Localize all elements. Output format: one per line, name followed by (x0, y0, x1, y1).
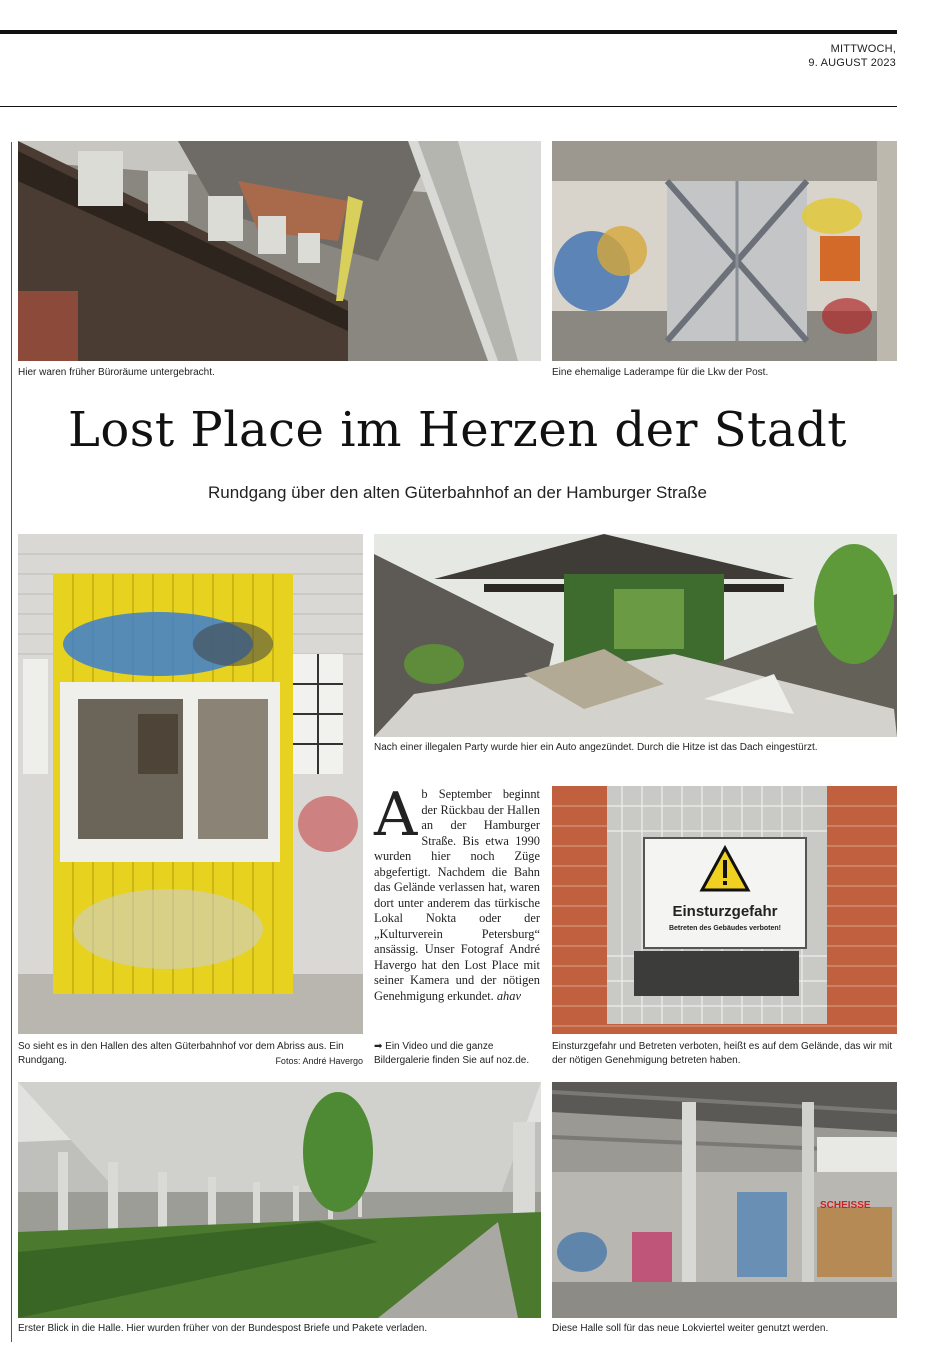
photo-loading-dock (552, 141, 897, 361)
article-body (374, 780, 540, 1004)
left-column-rule (11, 142, 12, 1342)
issue-date (808, 42, 896, 70)
caption-photo5: Einsturzgefahr und Betreten verboten, heißt es auf dem Gelände, das wir mit der nötigen Genehmigung betreten haben. (552, 1041, 893, 1066)
author-tag: ahav (496, 988, 521, 1003)
drop-cap: A (374, 780, 418, 850)
photo-collapsed-roof (374, 534, 897, 737)
article-body-text: b September beginnt der Rückbau der Hallen an der Hamburger Straße. Bis etwa 1990 wurden hier noch Züge abgefertigt. Nachdem die Bahn das Gelände verlassen hat, waren dort unter anderem das türkische Lokal Nokta oder der „Kulturverein Petersburg“ ansässig. Unser Fotograf André Havergo hat den Lost Place mit seiner Kamera und der nötigen Genehmigung erkundet. (374, 787, 540, 1003)
caption-photo2: Eine ehemalige Laderampe für die Lkw der Post. (552, 367, 769, 378)
caption-photo3 (18, 1040, 363, 1068)
article-subtitle: Rundgang über den alten Güterbahnhof an der Hamburger Straße (208, 483, 707, 502)
top-rule (0, 30, 897, 34)
photo-office-gallery (18, 141, 541, 361)
photo-credit: Fotos: André Havergo (275, 1056, 363, 1066)
header-rule (0, 106, 897, 107)
neighbour-column-fragments (0, 150, 10, 1340)
sign-subtitle: Betreten des Gebäudes verboten! (668, 925, 782, 932)
caption-photo4: Nach einer illegalen Party wurde hier ein Auto angezündet. Durch die Hitze ist das Dach eingestürzt. (374, 742, 818, 753)
photo-yellow-booth (18, 534, 363, 1034)
photo-hall-platforms (18, 1082, 541, 1318)
photo-hall-lokviertel (552, 1082, 897, 1318)
caption-photo3-text: So sieht es in den Hallen des alten Güterbahnhof vor dem Abriss aus. Ein Rundgang. (18, 1041, 344, 1066)
weekday: MITTWOCH, (830, 43, 896, 55)
graffiti-door-text: SCHEISSE (820, 1200, 871, 1211)
caption-photo6: Erster Blick in die Halle. Hier wurden früher von der Bundespost Briefe und Pakete verladen. (18, 1323, 428, 1334)
sign-title: Einsturzgefahr (672, 903, 778, 920)
caption-photo7: Diese Halle soll für das neue Lokviertel weiter genutzt werden. (552, 1323, 829, 1334)
web-link-note: ➡ Ein Video und die ganze Bildergalerie finden Sie auf noz.de. (374, 1041, 530, 1066)
caption-photo1: Hier waren früher Büroräume untergebracht. (18, 367, 215, 378)
article-title: Lost Place im Herzen der Stadt (67, 402, 848, 458)
date: 9. AUGUST 2023 (808, 57, 896, 69)
photo-warning-sign (552, 786, 897, 1034)
